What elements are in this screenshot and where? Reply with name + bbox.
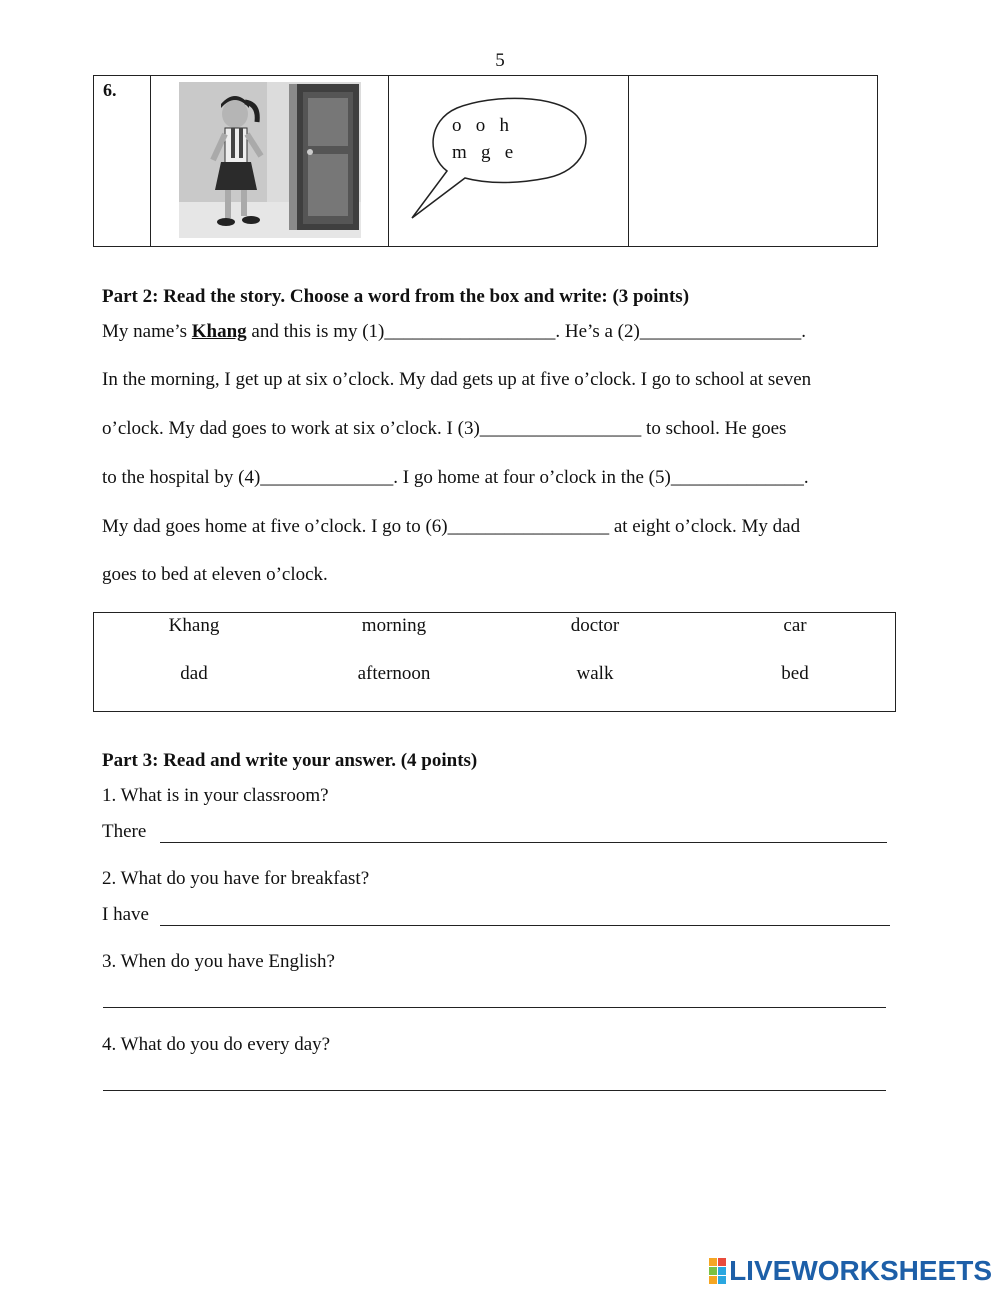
liveworksheets-logo bbox=[709, 1255, 992, 1287]
word-option: walk bbox=[576, 663, 614, 684]
question-2: 2. What do you have for breakfast? bbox=[102, 868, 370, 889]
word-option: dad bbox=[180, 663, 208, 684]
story-name: Khang bbox=[191, 321, 247, 342]
story-line-2: In the morning, I get up at six o’clock. My dad gets up at five o’clock. I go to school at seven bbox=[102, 369, 812, 390]
logo-text: LIVEWORKSHEETS bbox=[729, 1255, 992, 1286]
word-option: doctor bbox=[570, 615, 620, 636]
answer-4-line[interactable] bbox=[103, 1090, 886, 1091]
answer-1-prefix: There bbox=[102, 821, 147, 842]
exercise-table-row bbox=[93, 75, 878, 247]
answer-3-line[interactable] bbox=[103, 1007, 886, 1008]
answer-cell[interactable] bbox=[629, 76, 877, 246]
speech-bubble-cell bbox=[389, 76, 629, 246]
word-option: morning bbox=[361, 615, 427, 636]
picture-cell bbox=[151, 76, 389, 246]
part3-heading: Part 3: Read and write your answer. (4 points) bbox=[102, 750, 478, 771]
word-option: car bbox=[783, 615, 807, 636]
part2-heading: Part 2: Read the story. Choose a word from the box and write: (3 points) bbox=[102, 286, 690, 307]
answer-2-prefix: I have bbox=[102, 904, 149, 925]
story-line-1 bbox=[102, 321, 806, 343]
story-line-4: to the hospital by (4)______________. I go home at four o’clock in the (5)______________. bbox=[102, 467, 809, 488]
story-line-1-start: My name’s bbox=[102, 321, 192, 342]
answer-1-line[interactable] bbox=[160, 842, 887, 843]
story-line-5: My dad goes home at five o’clock. I go to (6)_________________ at eight o’clock. My dad bbox=[102, 516, 801, 537]
question-1: 1. What is in your classroom? bbox=[102, 785, 329, 806]
question-4: 4. What do you do every day? bbox=[102, 1034, 331, 1055]
scrambled-letters-row2: m g e bbox=[452, 142, 514, 163]
story-line-6: goes to bed at eleven o’clock. bbox=[102, 564, 328, 585]
question-3: 3. When do you have English? bbox=[102, 951, 335, 972]
word-box bbox=[93, 612, 896, 712]
girl-going-home-illustration bbox=[179, 82, 361, 238]
story-line-1-end: and this is my (1)__________________. He’s a (2)_________________. bbox=[246, 321, 807, 342]
scrambled-letters-row1: o o h bbox=[452, 115, 509, 136]
word-option: Khang bbox=[168, 615, 220, 636]
page-number: 5 bbox=[495, 50, 505, 71]
story-line-3: o’clock. My dad goes to work at six o’clock. I (3)_________________ to school. He goes bbox=[102, 418, 787, 439]
word-option: bed bbox=[781, 663, 809, 684]
word-option: afternoon bbox=[357, 663, 431, 684]
logo-blocks-icon bbox=[709, 1258, 726, 1284]
answer-2-line[interactable] bbox=[160, 925, 890, 926]
exercise-number: 6. bbox=[103, 80, 117, 100]
number-cell bbox=[94, 76, 151, 246]
